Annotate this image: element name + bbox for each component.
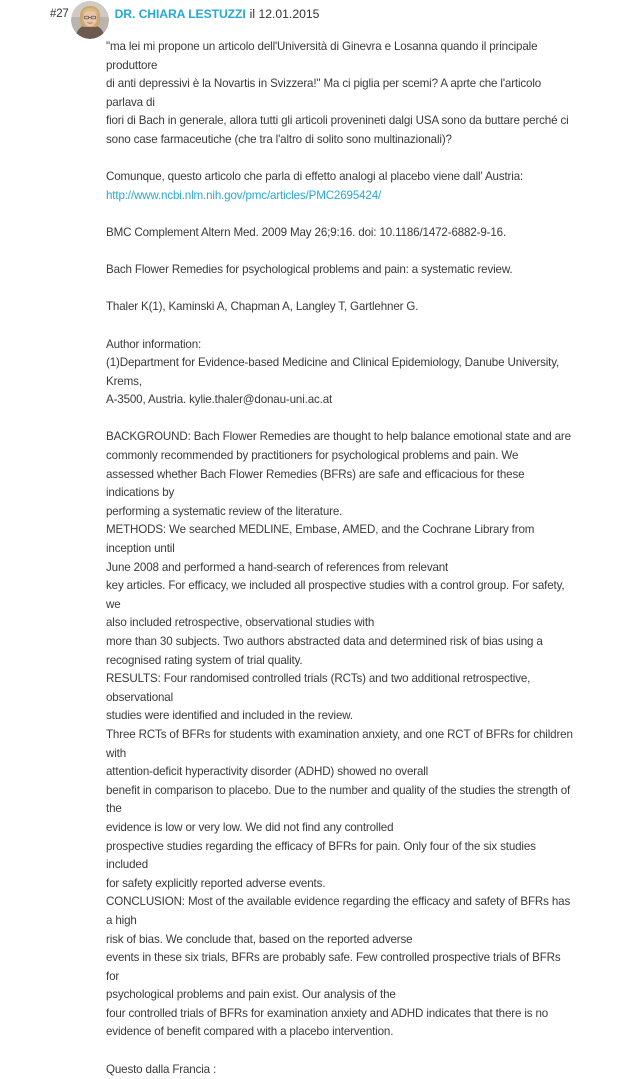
abstract-line: also included retrospective, observational studies with [106, 616, 375, 630]
author-info-heading: Author information: [106, 337, 202, 351]
intro-line-4: sono case farmaceutiche (che tra l'altro di solito sono multinazionali)? [106, 132, 452, 146]
paragraph-gap [106, 205, 574, 224]
paragraph-gap [106, 243, 574, 262]
intro-line-1: "ma lei mi propone un articolo dell'Università di Ginevra e Losanna quando il principale produttore [106, 40, 538, 72]
intro-line-3: fiori di Bach in generale, allora tutti gli articoli provenineti dalgi USA sono da buttare perché ci [106, 114, 569, 128]
abstract-line: four controlled trials of BFRs for examination anxiety and ADHD indicates that there is no [106, 1006, 549, 1020]
abstract-line: BACKGROUND: Bach Flower Remedies are thought to help balance emotional state and are [106, 430, 571, 444]
abstract-line: key articles. For efficacy, we included all prospective studies with a control group. For safety, we [106, 579, 565, 611]
comment-header [50, 0, 319, 40]
abstract-line: evidence of benefit compared with a placebo intervention. [106, 1025, 394, 1039]
pmc-article-link[interactable]: http://www.ncbi.nlm.nih.gov/pmc/articles/PMC2695424/ [106, 188, 382, 202]
abstract-line: assessed whether Bach Flower Remedies (BFRs) are safe and efficacious for these indications by [106, 467, 525, 500]
date-prefix: il [249, 7, 256, 21]
comment-number: #27 [50, 8, 69, 20]
comment-date: 12.01.2015 [258, 7, 320, 21]
paragraph-gap [106, 280, 574, 299]
closing-line: Questo dalla Francia : [106, 1062, 217, 1076]
paragraph-gap [106, 1042, 574, 1061]
abstract-line: benefit in comparison to placebo. Due to the number and quality of the studies the strength of the [106, 783, 571, 816]
abstract-line: commonly recommended by practitioners for psychological problems and pain. We [106, 449, 519, 463]
author-name-link[interactable]: DR. CHIARA LESTUZZI [114, 7, 246, 21]
comment-body [106, 38, 574, 1079]
abstract-line: METHODS: We searched MEDLINE, Embase, AMED, and the Cochrane Library from inception until [106, 523, 535, 556]
abstract-line: RESULTS: Four randomised controlled trials (RCTs) and two additional retrospective, observational [106, 672, 531, 704]
abstract-line: recognised rating system of trial quality. [106, 653, 303, 667]
abstract-line: Three RCTs of BFRs for students with examination anxiety, and one RCT of BFRs for children with [106, 727, 573, 760]
author-info-line-2: A-3500, Austria. kylie.thaler@donau-uni.ac.at [106, 393, 333, 407]
article-authors: Thaler K(1), Kaminski A, Chapman A, Langley T, Gartlehner G. [106, 300, 419, 314]
author-info-line-1: (1)Department for Evidence-based Medicine and Clinical Epidemiology, Danube University, Krems, [106, 356, 560, 388]
abstract-line: evidence is low or very low. We did not find any controlled [106, 820, 394, 834]
abstract-line: risk of bias. We conclude that, based on the reported adverse [106, 932, 413, 946]
abstract-line: studies were identified and included in the review. [106, 709, 353, 723]
paragraph-gap [106, 150, 574, 169]
abstract-line: June 2008 and performed a hand-search of references from relevant [106, 560, 449, 574]
user-photo-avatar-icon [71, 1, 109, 39]
austria-line: Comunque, questo articolo che parla di effetto analogi al placebo viene dall' Austria: [106, 170, 524, 184]
article-title: Bach Flower Remedies for psychological problems and pain: a systematic review. [106, 263, 513, 277]
abstract-line: for safety explicitly reported adverse events. [106, 876, 326, 890]
citation: BMC Complement Altern Med. 2009 May 26;9:16. doi: 10.1186/1472-6882-9-16. [106, 225, 507, 239]
austria-link-line [106, 187, 574, 206]
abstract-line: more than 30 subjects. Two authors abstracted data and determined risk of bias using a [106, 635, 543, 648]
abstract-line: performing a systematic review of the literature. [106, 504, 343, 518]
abstract-line: CONCLUSION: Most of the available evidence regarding the efficacy and safety of BFRs has a high [106, 895, 571, 927]
abstract-line: attention-deficit hyperactivity disorder (ADHD) showed no overall [106, 765, 429, 779]
avatar [71, 1, 109, 39]
paragraph-gap [106, 410, 574, 429]
abstract-line: psychological problems and pain exist. Our analysis of the [106, 988, 396, 1002]
paragraph-gap [106, 317, 574, 336]
abstract-line: events in these six trials, BFRs are probably safe. Few controlled prospective trials of BFRs for [106, 951, 561, 983]
abstract-line: prospective studies regarding the efficacy of BFRs for pain. Only four of the six studies included [106, 839, 536, 872]
comment-date-line [250, 7, 320, 21]
intro-line-2: di anti depressivi è la Novartis in Svizzera!" Ma ci piglia per scemi? A aprte che l'articolo parlava di [106, 77, 542, 109]
